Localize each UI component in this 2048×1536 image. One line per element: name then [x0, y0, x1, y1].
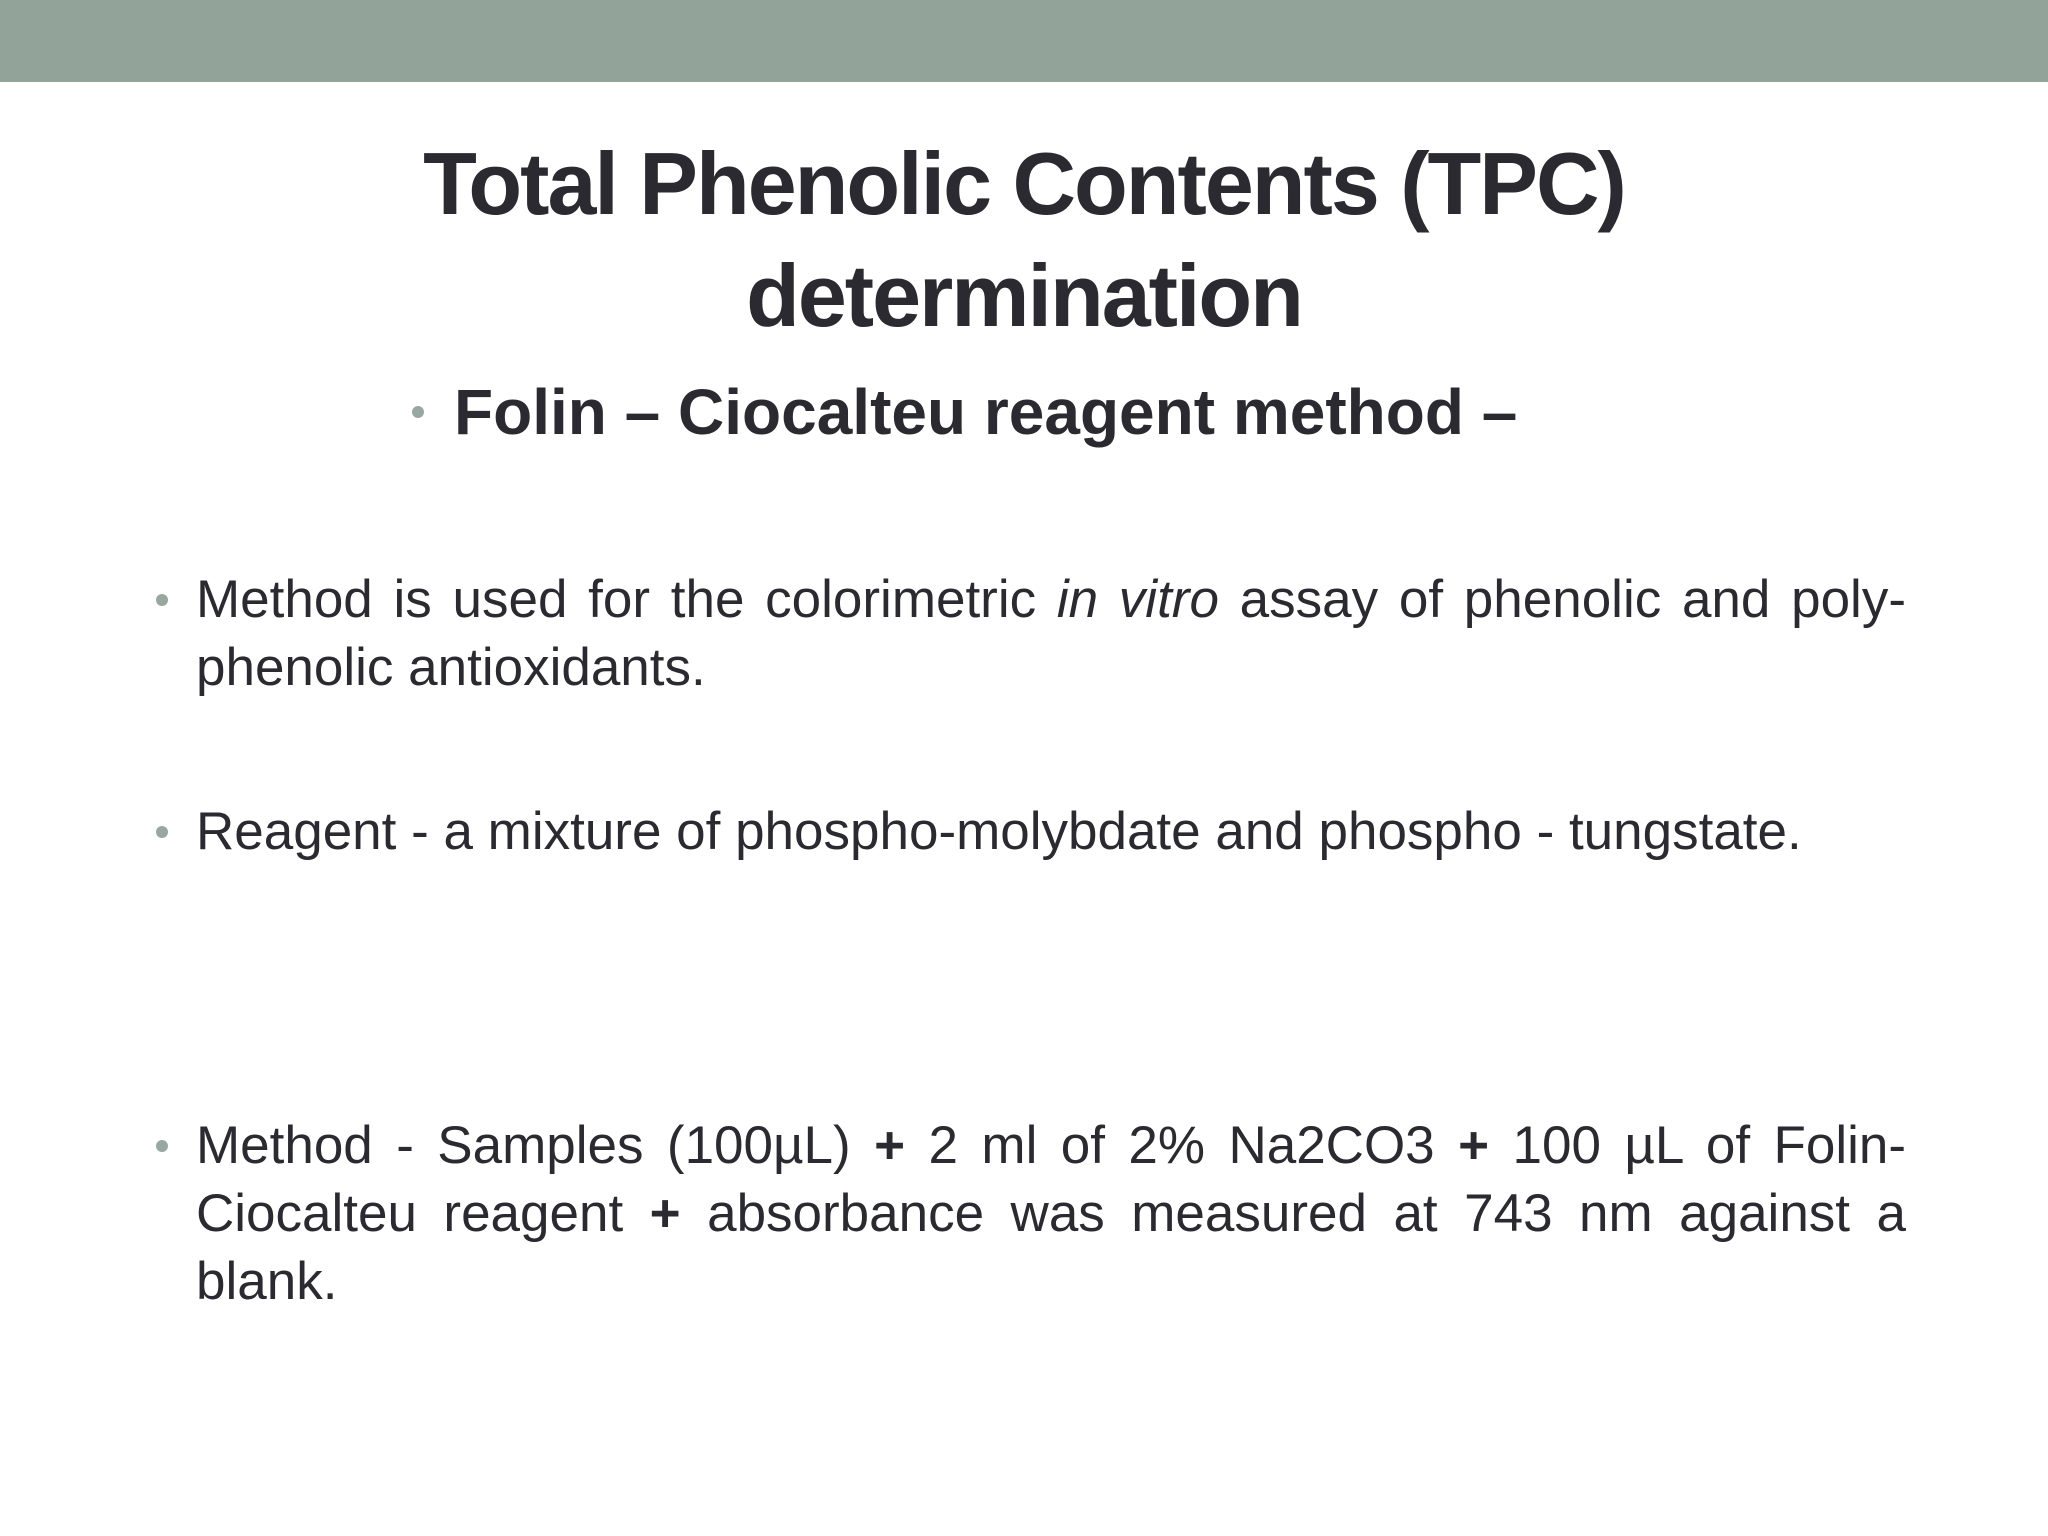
slide-header-bar: [0, 0, 2048, 82]
bullet-item-reagent: [150, 798, 1906, 866]
bullet-text-part: Method - Samples (100µL): [196, 1116, 875, 1175]
bullet-dot-icon: [412, 406, 424, 418]
plus-sign: +: [649, 1184, 681, 1243]
bullet-text-part: 100 µL of Folin-Ciocalteu reagent: [196, 1116, 1907, 1243]
bullet-dot-icon: [156, 594, 168, 606]
plus-sign: +: [874, 1116, 906, 1175]
slide-title-line-2: determination: [746, 246, 1302, 345]
method-subtitle-text: Folin – Ciocalteu reagent method –: [454, 376, 1518, 448]
bullet-text-italic: in vitro: [1056, 570, 1219, 629]
slide-title-line-1: Total Phenolic Contents (TPC): [423, 134, 1625, 233]
method-subtitle: [412, 370, 1712, 454]
bullet-text-part: 2 ml of 2% Na2CO3: [905, 1116, 1459, 1175]
plus-sign: +: [1458, 1116, 1490, 1175]
bullet-dot-icon: [156, 1140, 168, 1152]
bullet-text-part: assay of phenolic and poly-phenolic antioxidants.: [196, 570, 1906, 697]
bullet-dot-icon: [156, 826, 168, 838]
bullet-text-part: absorbance was measured at 743 nm against a blank.: [196, 1184, 1906, 1311]
bullet-item-purpose: [150, 566, 1906, 702]
bullet-text: [196, 566, 1906, 702]
bullet-text: Reagent - a mixture of phospho-molybdate and phospho - tungstate.: [196, 802, 1802, 861]
bullet-text: [196, 1112, 1906, 1316]
bullet-text-part: Method is used for the colorimetric: [196, 570, 1057, 629]
slide-title: [0, 128, 2048, 352]
bullet-item-procedure: [150, 1112, 1906, 1316]
